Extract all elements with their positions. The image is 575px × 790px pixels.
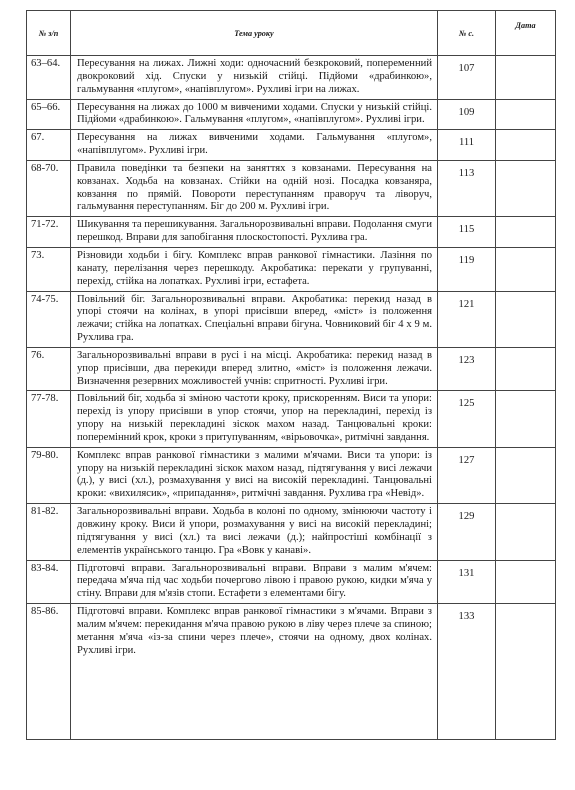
lesson-number: 73. bbox=[27, 247, 71, 291]
page-number: 113 bbox=[438, 160, 496, 216]
lesson-number: 76. bbox=[27, 347, 71, 391]
page-number: 119 bbox=[438, 247, 496, 291]
lesson-date bbox=[496, 347, 556, 391]
table-row bbox=[27, 504, 556, 560]
lesson-topic: Повільний біг. Загальнорозвивальні вправи. Акробатика: перекид назад в упорі стоячи на колінах, в упорі присівши вперед, «міст» із положення лежачи; стійка на лопатках. Спеціальні вправи бігуна. Човниковий біг 4 х 9 м. Рухлива гра. bbox=[71, 291, 438, 347]
lesson-number: 74-75. bbox=[27, 291, 71, 347]
lesson-number: 81-82. bbox=[27, 504, 71, 560]
lesson-plan-table bbox=[26, 10, 556, 740]
table-row bbox=[27, 391, 556, 447]
lesson-topic: Різновиди ходьби і бігу. Комплекс вправ ранкової гімнастики. Лазіння по канату, перелізання через перешкоду. Акробатика: перекати у групуванні, перехід, стійка на лопатках. Рухливі ігри, естафета. bbox=[71, 247, 438, 291]
table-row bbox=[27, 291, 556, 347]
lesson-date bbox=[496, 604, 556, 740]
table-row bbox=[27, 347, 556, 391]
lesson-date bbox=[496, 99, 556, 130]
lesson-topic: Правила поведінки та безпеки на заняттях з ковзанами. Пересування на ковзанах. Ходьба на ковзанах. Стійки на одній нозі. Посадка ковзаняра, ковзання по прямій. Повороти переступанням праворуч та ліворуч, гальмування переступанням. Біг до 200 м. Рухливі ігри. bbox=[71, 160, 438, 216]
table-row bbox=[27, 604, 556, 740]
page-number: 123 bbox=[438, 347, 496, 391]
table-row bbox=[27, 217, 556, 248]
lesson-number: 67. bbox=[27, 130, 71, 161]
lesson-number: 63–64. bbox=[27, 56, 71, 100]
lesson-date bbox=[496, 130, 556, 161]
lesson-number: 85-86. bbox=[27, 604, 71, 740]
lesson-date bbox=[496, 447, 556, 503]
lesson-date bbox=[496, 504, 556, 560]
page-number: 109 bbox=[438, 99, 496, 130]
lesson-topic: Пересування на лижах вивченими ходами. Гальмування «плугом», «напівплугом». Рухливі ігри. bbox=[71, 130, 438, 161]
lesson-number: 79-80. bbox=[27, 447, 71, 503]
lesson-date bbox=[496, 56, 556, 100]
page-number: 133 bbox=[438, 604, 496, 740]
header-num: № з/п bbox=[27, 11, 71, 56]
page-number: 131 bbox=[438, 560, 496, 604]
page-number: 121 bbox=[438, 291, 496, 347]
page-number: 127 bbox=[438, 447, 496, 503]
lesson-date bbox=[496, 247, 556, 291]
table-row bbox=[27, 247, 556, 291]
page-number: 129 bbox=[438, 504, 496, 560]
table-header-row bbox=[27, 11, 556, 56]
lesson-number: 71-72. bbox=[27, 217, 71, 248]
table-row bbox=[27, 99, 556, 130]
lesson-number: 65–66. bbox=[27, 99, 71, 130]
lesson-topic: Підготовчі вправи. Загальнорозвивальні вправи. Вправи з малим м'ячем: передача м'яча під час ходьби почергово лівою і правою рукою, кидки м'яча у стіну. Вправи для м'язів стопи. Естафети з елементами бігу. bbox=[71, 560, 438, 604]
lesson-date bbox=[496, 391, 556, 447]
table-row bbox=[27, 130, 556, 161]
header-date: Дата bbox=[496, 11, 556, 56]
table-row bbox=[27, 56, 556, 100]
lesson-topic: Комплекс вправ ранкової гімнастики з малими м'ячами. Виси та упори: із упору на низькій перекладині зіскок махом назад, підтягування у висі лежачи (д.), у висі (хл.), розмахування у висі на високій перекладині. Танцювальні кроки: «вихилясик», «припадання», ритмічні завдання. Рухлива гра «Невід». bbox=[71, 447, 438, 503]
table-body bbox=[27, 56, 556, 740]
lesson-topic: Пересування на лижах до 1000 м вивченими ходами. Спуски у низькій стійці. Підйоми «драбинкою». Гальмування «плугом», «напівплугом». Рухливі ігри. bbox=[71, 99, 438, 130]
page-number: 125 bbox=[438, 391, 496, 447]
lesson-topic: Шикування та перешикування. Загальнорозвивальні вправи. Подолання смуги перешкод. Вправи для запобігання плоскостопості. Рухлива гра. bbox=[71, 217, 438, 248]
page-number: 115 bbox=[438, 217, 496, 248]
lesson-topic: Загальнорозвивальні вправи в русі і на місці. Акробатика: перекид назад в упор присівши, два перекиди вперед злитно, «міст» із положення лежачи. Визначення резервних можливостей учнів: спритності. Рухливі ігри. bbox=[71, 347, 438, 391]
lesson-topic: Підготовчі вправи. Комплекс вправ ранкової гімнастики з м'ячами. Вправи з малим м'ячем: перекидання м'яча правою рукою в ліву через плече за спиною; метання м'яча «із-за спини через плече», стоячи на одному, двох колінах. Рухливі ігри. bbox=[71, 604, 438, 740]
lesson-date bbox=[496, 160, 556, 216]
lesson-topic: Повільний біг, ходьба зі зміною частоти кроку, прискоренням. Виси та упори: перехід із упору присівши в упор стоячи, упор на перекладині, перехід із упору на низькій перекладині зіскок махом назад. Танцювальні кроки: поперемінний крок, кроки з притупуванням, «вірьовочка», ритмічні завдання. bbox=[71, 391, 438, 447]
table-row bbox=[27, 447, 556, 503]
lesson-topic: Загальнорозвивальні вправи. Ходьба в колоні по одному, змінюючи частоту і довжину кроку. Виси й упори, розмахування у висі на високій перекладині; підтягування у висі (хл.) та висі лежачи (д.); найпростіші комбінації з елементів українського танцю. Гра «Вовк у канаві». bbox=[71, 504, 438, 560]
lesson-number: 77-78. bbox=[27, 391, 71, 447]
header-topic: Тема уроку bbox=[71, 11, 438, 56]
page-number: 111 bbox=[438, 130, 496, 161]
page-number: 107 bbox=[438, 56, 496, 100]
lesson-number: 83-84. bbox=[27, 560, 71, 604]
lesson-date bbox=[496, 217, 556, 248]
table-row bbox=[27, 160, 556, 216]
lesson-number: 68-70. bbox=[27, 160, 71, 216]
lesson-date bbox=[496, 560, 556, 604]
table-row bbox=[27, 560, 556, 604]
header-page: № с. bbox=[438, 11, 496, 56]
lesson-topic: Пересування на лижах. Лижні ходи: одночасний безкроковий, попеременний двокроковий хід. Спуски у низькій стійці. Підйоми «драбинкою», гальмування «плугом», «напівплугом». Рухливі ігри на лижах. bbox=[71, 56, 438, 100]
lesson-date bbox=[496, 291, 556, 347]
